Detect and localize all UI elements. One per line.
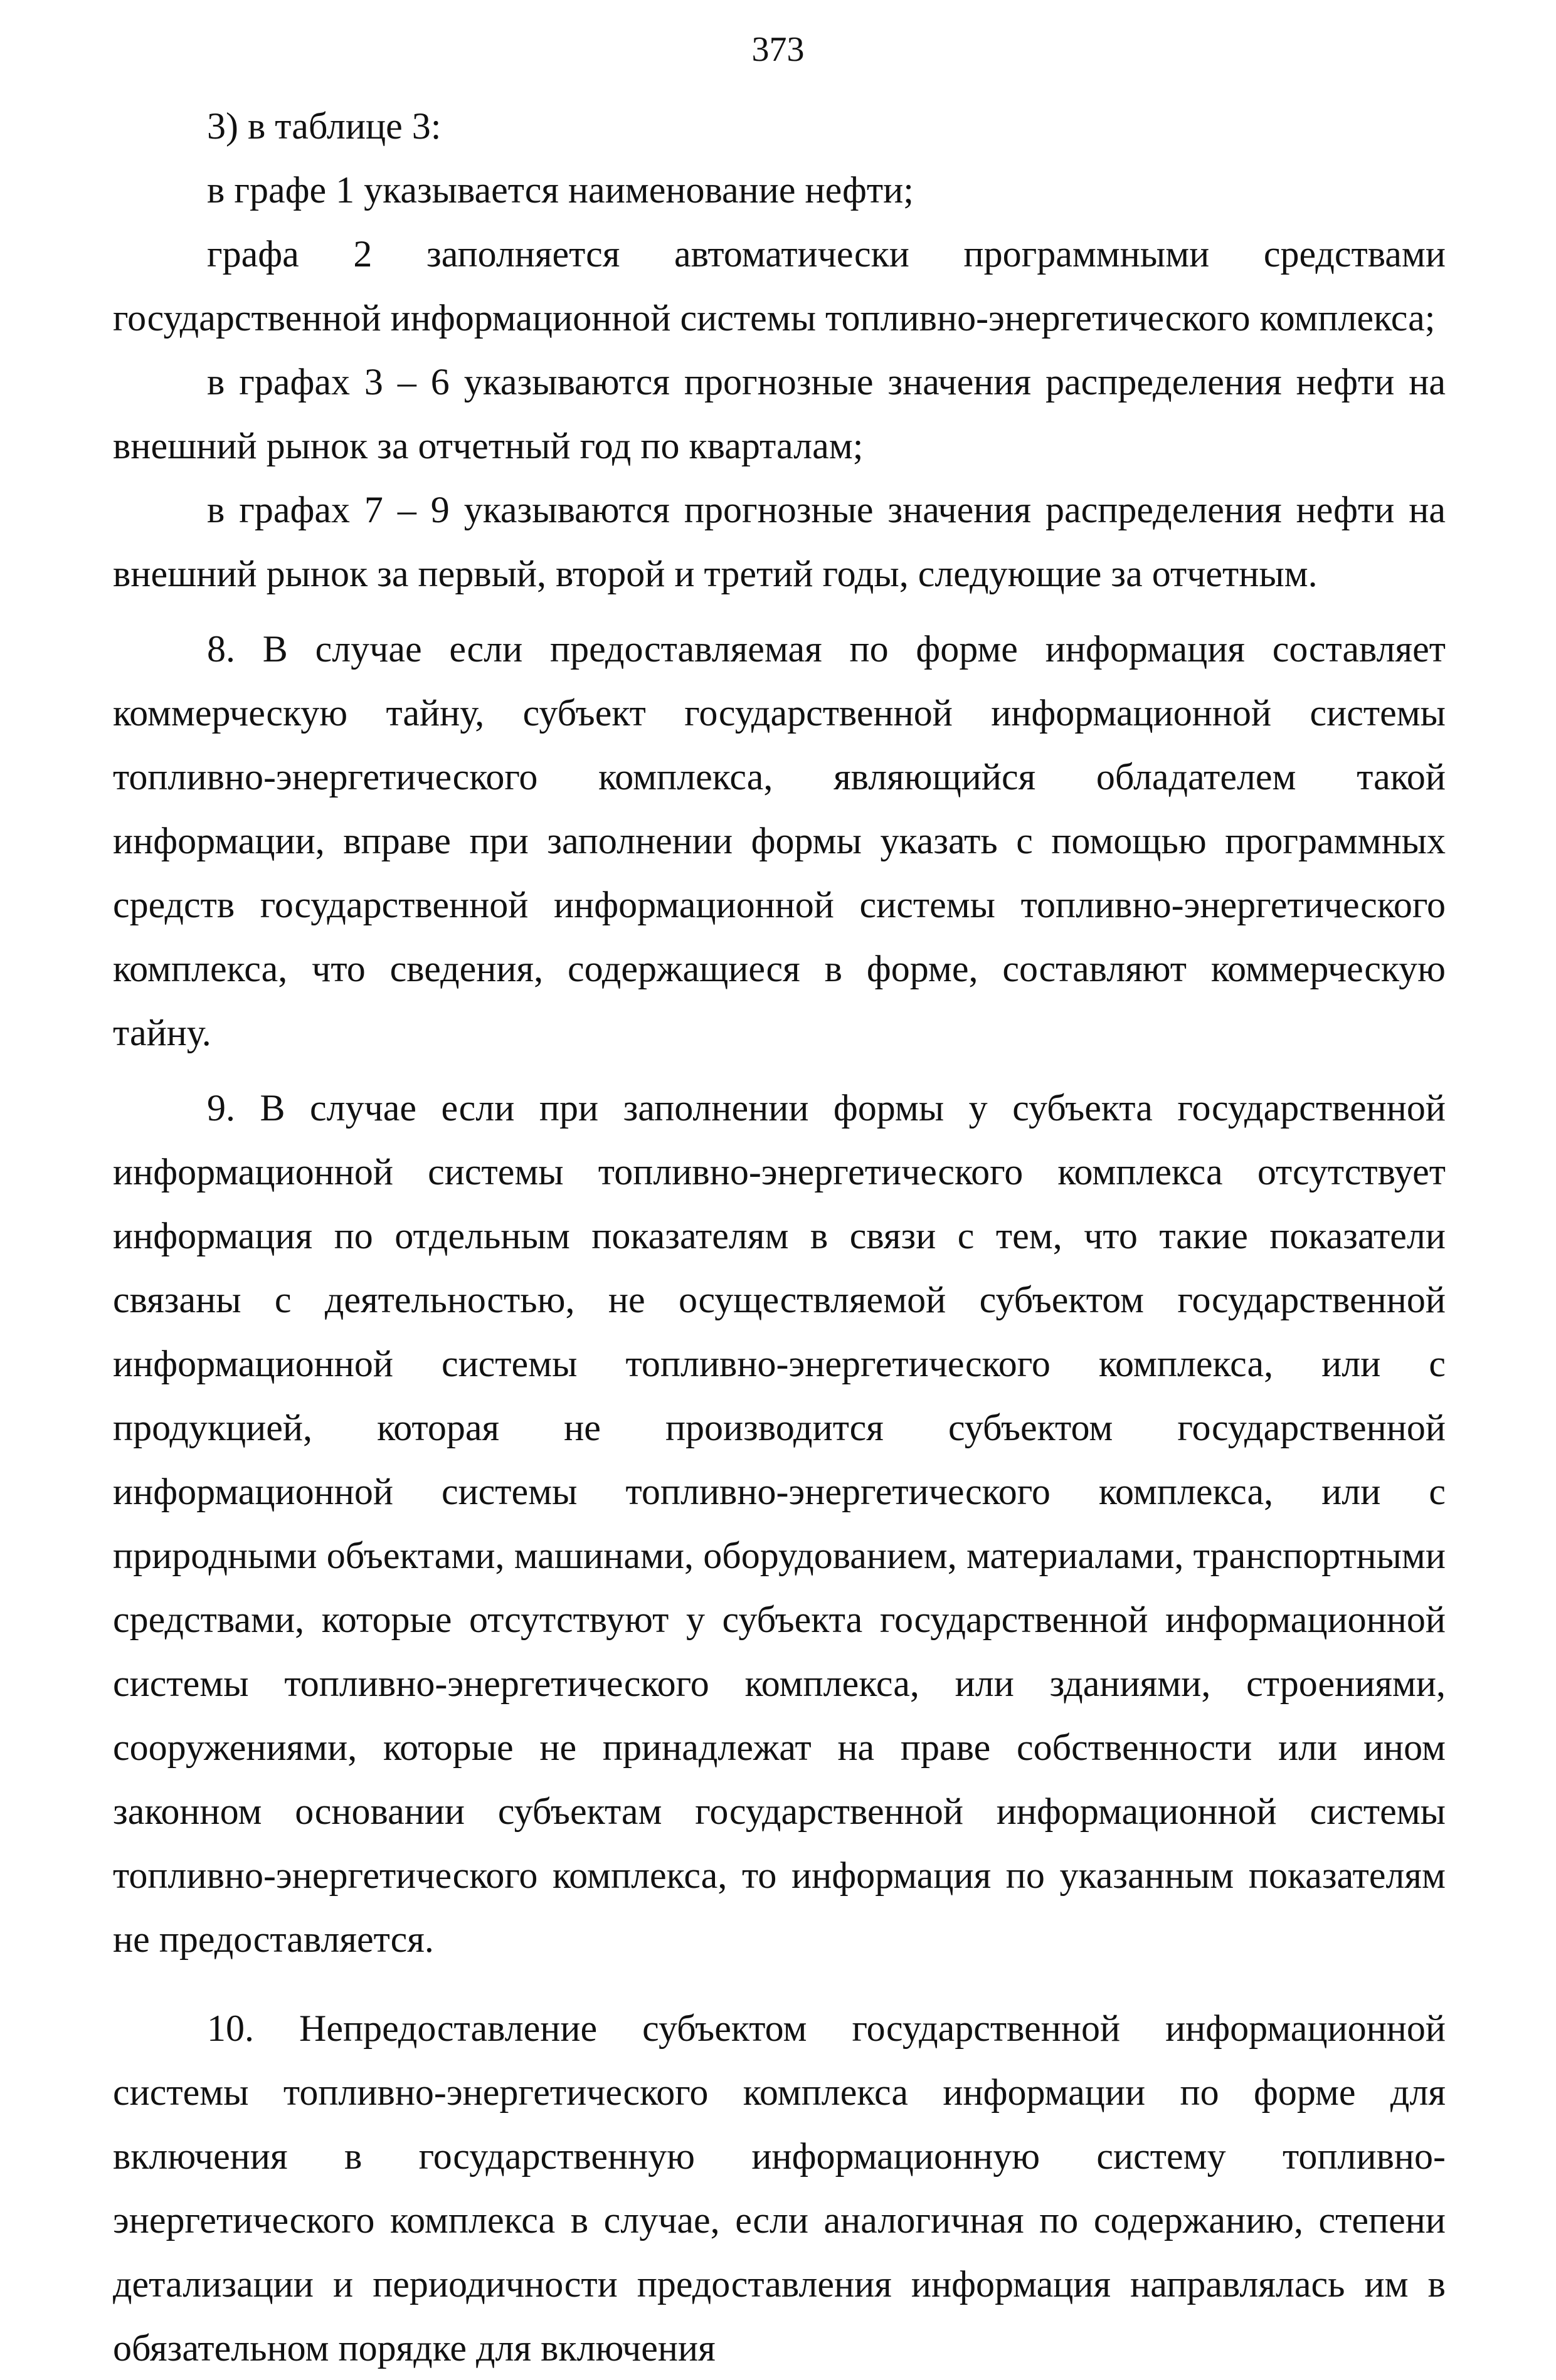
paragraph-table-3-intro: 3) в таблице 3: (207, 105, 442, 147)
page-number: 373 (751, 30, 805, 69)
paragraph-columns-7-9: в графах 7 – 9 указываются прогнозные значения распределения нефти на внешний рынок за первый, второй и третий годы, следующие за отчетным. (113, 489, 1446, 594)
paragraph-item-10: 10. Непредоставление субъектом государственной информационной системы топливно-энергетического комплекса информации по форме для включения в государственную информационную систему топливно-энергетического комплекса в случае, если аналогичная по содержанию, степени детализации и периодичности предоставления информация направлялась им в обязательном порядке для включения (113, 2008, 1446, 2369)
paragraph-columns-3-6: в графах 3 – 6 указываются прогнозные значения распределения нефти на внешний рынок за отчетный год по кварталам; (113, 361, 1446, 466)
paragraph-item-8: 8. В случае если предоставляемая по форме информация составляет коммерческую тайну, субъект государственной информационной системы топливно-энергетического комплекса, являющийся обладателем такой информации, вправе при заполнении формы указать с помощью программных средств государственной информационной системы топливно-энергетического комплекса, что сведения, содержащиеся в форме, составляют коммерческую тайну. (113, 628, 1446, 1053)
paragraph-item-9: 9. В случае если при заполнении формы у субъекта государственной информационной системы топливно-энергетического комплекса отсутствует информация по отдельным показателям в связи с тем, что такие показатели связаны с деятельностью, не осуществляемой субъектом государственной информационной системы топливно-энергетического комплекса, или с продукцией, которая не производится субъектом государственной информационной системы топливно-энергетического комплекса, или с природными объектами, машинами, оборудованием, материалами, транспортными средствами, которые отсутствуют у субъекта государственной информационной системы топливно-энергетического комплекса, или зданиями, строениями, сооружениями, которые не принадлежат на праве собственности или ином законном основании субъектам государственной информационной системы топливно-энергетического комплекса, то информация по указанным показателям не предоставляется. (113, 1087, 1446, 1960)
paragraph-column-2: графа 2 заполняется автоматически программными средствами государственной информационной системы топливно-энергетического комплекса; (113, 233, 1446, 339)
document-body (113, 94, 1446, 2380)
paragraph-column-1: в графе 1 указывается наименование нефти; (207, 169, 914, 211)
